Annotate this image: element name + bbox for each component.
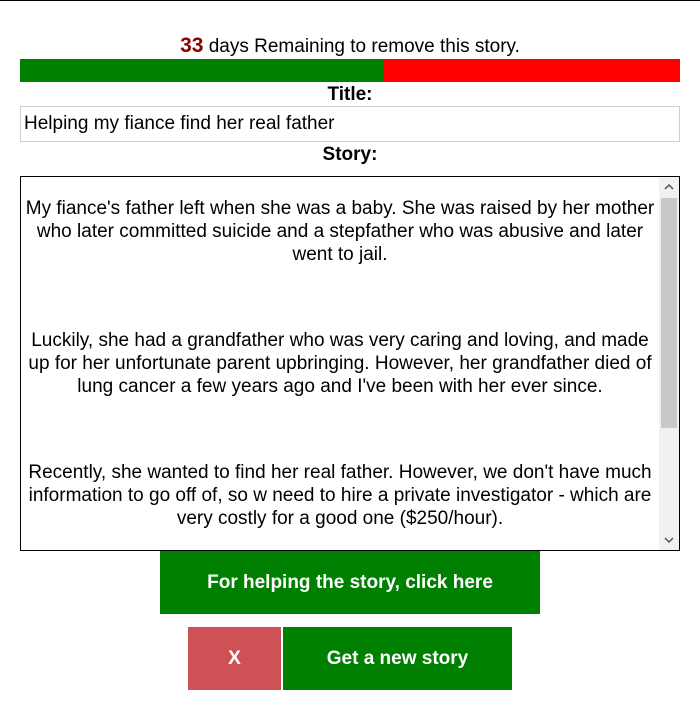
countdown-progress-fill: [20, 59, 383, 82]
close-button[interactable]: X: [188, 627, 281, 690]
title-field[interactable]: Helping my fiance find her real father: [20, 106, 680, 142]
days-remaining-notice: [20, 32, 680, 61]
chevron-down-icon[interactable]: [659, 530, 679, 550]
story-paragraph: Recently, she wanted to find her real father. However, we don't have much information to go off of, so w need to hire a private investigator - which are very costly for a good one ($250/hour).: [28, 462, 652, 529]
countdown-progress-bar: [20, 59, 680, 82]
days-remaining-count: 33: [180, 34, 204, 57]
chevron-up-icon[interactable]: [659, 177, 679, 197]
days-remaining-text: days Remaining to remove this story.: [203, 36, 520, 57]
story-paragraph: Luckily, she had a grandfather who was very caring and loving, and made up for her unfortunate parent upbringing. However, her grandfather died of lung cancer a few years ago and I've been with her ever since.: [28, 330, 652, 397]
story-scrollbar[interactable]: [659, 177, 679, 550]
story-text: [21, 177, 659, 551]
story-paragraph: My fiance's father left when she was a baby. She was raised by her mother who later committed suicide and a stepfather who was abusive and later went to jail.: [25, 198, 655, 265]
story-label: Story:: [322, 144, 378, 165]
top-border: [0, 0, 700, 1]
scrollbar-thumb[interactable]: [661, 198, 677, 428]
help-story-button[interactable]: For helping the story, click here: [160, 551, 540, 614]
new-story-button[interactable]: Get a new story: [283, 627, 512, 690]
title-label: Title:: [327, 84, 373, 105]
story-textarea[interactable]: [20, 176, 680, 551]
